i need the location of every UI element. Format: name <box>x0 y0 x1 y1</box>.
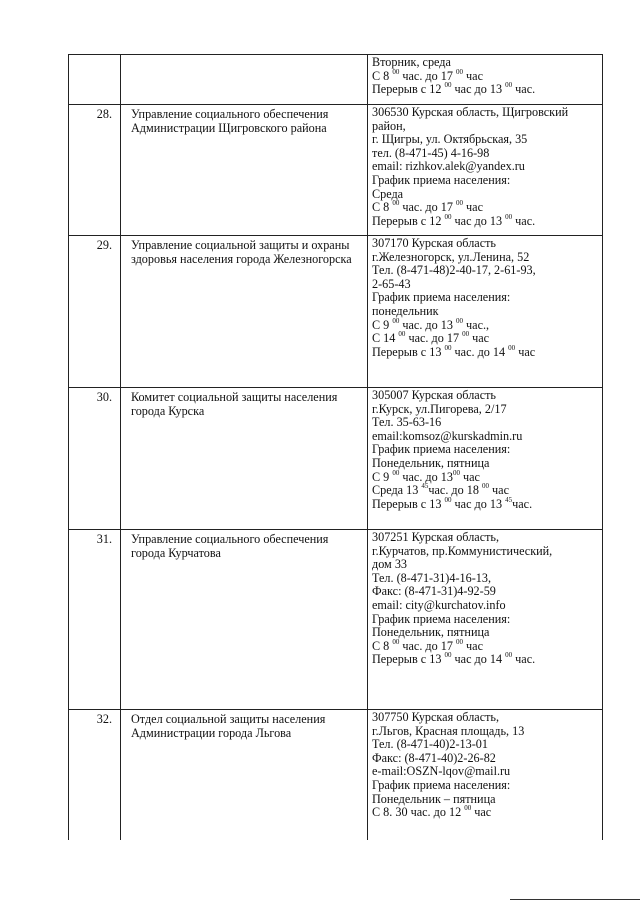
contact-line: С 8 $^{00}$ час. до 17 $^{00}$ час <box>372 199 483 215</box>
contact-line: Перерыв с 13 $^{00}$ час до 13 $^{45}$час. <box>372 495 533 511</box>
contact-line: Среда <box>372 186 404 201</box>
row-number: 32. <box>69 710 121 840</box>
contact-line: График приема населения: <box>372 777 511 792</box>
contact-line: Факс: (8-471-40)2-26-82 <box>372 750 496 765</box>
page-footer-rule <box>510 899 640 900</box>
contact-line: район, <box>372 118 406 133</box>
social-services-table <box>68 54 603 840</box>
contact-line: График приема населения: <box>372 442 511 457</box>
contact-line: г.Льгов, Красная площадь, 13 <box>372 723 525 738</box>
contact-line: Перерыв с 12 $^{00}$ час до 13 $^{00}$ час. <box>372 81 536 97</box>
contact-info <box>368 105 603 236</box>
row-number: 30. <box>69 388 121 530</box>
organization-name: Отдел социальной защиты населения Администрации города Льгова <box>121 710 368 840</box>
contact-line: понедельник <box>372 303 439 318</box>
contact-line: Среда 13 $^{45}$час. до 18 $^{00}$ час <box>372 482 509 498</box>
contact-line: Тел. 35-63-16 <box>372 415 442 430</box>
contact-line: Тел. (8-471-40)2-13-01 <box>372 737 488 752</box>
contact-info <box>368 236 603 388</box>
contact-line: Перерыв с 12 $^{00}$ час до 13 $^{00}$ час. <box>372 212 536 228</box>
contact-line: г.Курчатов, пр.Коммунистический, <box>372 543 553 558</box>
contact-line: С 14 $^{00}$ час. до 17 $^{00}$ час <box>372 330 490 346</box>
contact-line: г.Железногорск, ул.Ленина, 52 <box>372 249 530 264</box>
contact-line: г. Щигры, ул. Октябрьская, 35 <box>372 132 528 147</box>
contact-line: Понедельник – пятница <box>372 791 496 806</box>
contact-line: дом 33 <box>372 557 408 572</box>
row-number <box>69 55 121 105</box>
contact-info <box>368 710 603 840</box>
contact-line: Понедельник, пятница <box>372 455 490 470</box>
contact-line: С 8 $^{00}$ час. до 17 $^{00}$ час <box>372 67 483 83</box>
contact-line: С 8 $^{00}$ час. до 17 $^{00}$ час <box>372 637 483 653</box>
contact-line: 307750 Курская область, <box>372 710 500 724</box>
contact-line: 307251 Курская область, <box>372 530 500 544</box>
organization-name: Управление социального обеспечения Администрации Щигровского района <box>121 105 368 236</box>
contact-info <box>368 530 603 710</box>
organization-name: Управление социальной защиты и охраны здоровья населения города Железногорска <box>121 236 368 388</box>
contact-line: Вторник, среда <box>372 55 451 69</box>
organization-name <box>121 55 368 105</box>
contact-line: г.Курск, ул.Пигорева, 2/17 <box>372 401 507 416</box>
table-row <box>69 388 603 530</box>
row-number: 31. <box>69 530 121 710</box>
contact-line: e-mail:OSZN-lqov@mail.ru <box>372 764 511 779</box>
contact-line: Тел. (8-471-48)2-40-17, 2-61-93, <box>372 263 536 278</box>
contact-line: График приема населения: <box>372 290 511 305</box>
contact-line: Понедельник, пятница <box>372 625 490 640</box>
contact-info <box>368 388 603 530</box>
contact-info <box>368 55 603 105</box>
contact-line: С 9 $^{00}$ час. до 13 $^{00}$ час., <box>372 316 490 332</box>
contact-line: С 8. 30 час. до 12 $^{00}$ час <box>372 804 492 820</box>
contact-line: Тел. (8-471-31)4-16-13, <box>372 570 491 585</box>
contact-line: Перерыв с 13 $^{00}$ час до 14 $^{00}$ час. <box>372 651 536 667</box>
table-row <box>69 236 603 388</box>
contact-line: Факс: (8-471-31)4-92-59 <box>372 584 496 599</box>
contact-line: тел. (8-471-45) 4-16-98 <box>372 145 490 160</box>
contact-line: Перерыв с 13 $^{00}$ час. до 14 $^{00}$ час <box>372 343 536 359</box>
contact-line: График приема населения: <box>372 611 511 626</box>
contact-line: email:komsoz@kurskadmin.ru <box>372 428 523 443</box>
table-row <box>69 55 603 105</box>
contact-line: email: city@kurchatov.info <box>372 597 506 612</box>
row-number: 29. <box>69 236 121 388</box>
contact-line: 305007 Курская область <box>372 388 496 402</box>
row-number: 28. <box>69 105 121 236</box>
contact-line: 306530 Курская область, Щигровский <box>372 105 569 119</box>
contact-line: 307170 Курская область <box>372 236 496 250</box>
table-row <box>69 530 603 710</box>
contact-line: email: rizhkov.alek@yandex.ru <box>372 159 525 174</box>
contact-line: График приема населения: <box>372 172 511 187</box>
table-row <box>69 105 603 236</box>
contact-line: С 9 $^{00}$ час. до $13^{00}$ час <box>372 468 480 484</box>
table-row <box>69 710 603 840</box>
contact-line: 2-65-43 <box>372 276 411 291</box>
organization-name: Управление социального обеспечения города Курчатова <box>121 530 368 710</box>
organization-name: Комитет социальной защиты населения города Курска <box>121 388 368 530</box>
